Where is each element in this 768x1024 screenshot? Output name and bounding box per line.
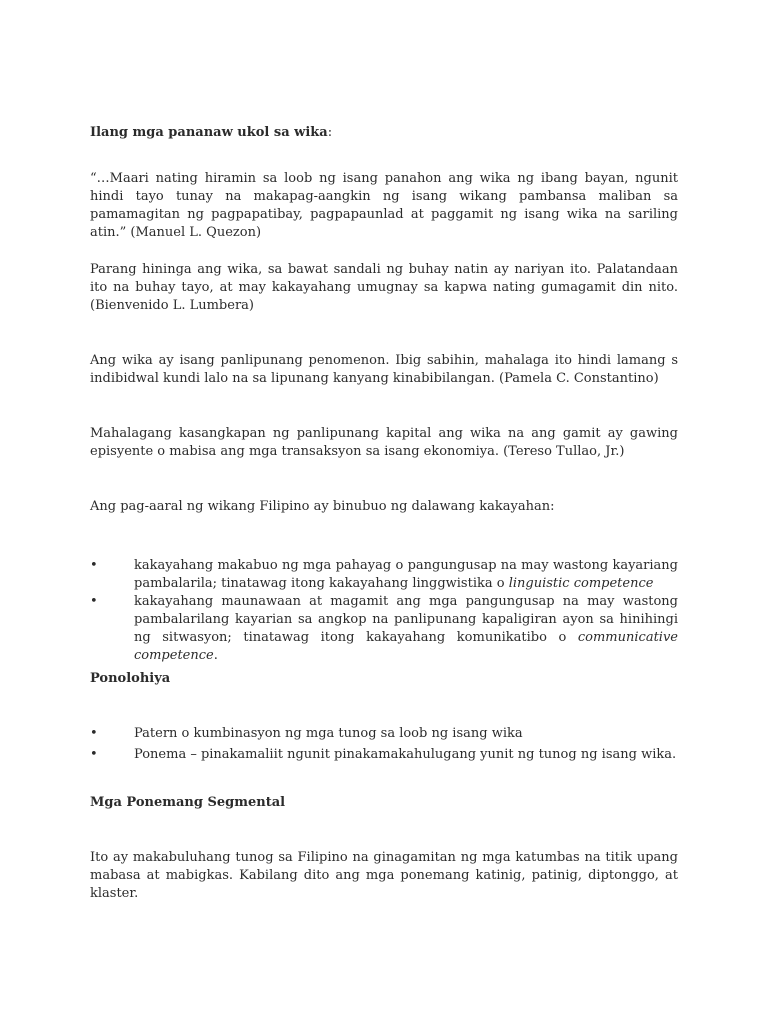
section-heading-pananaw [90,124,678,142]
kakayahan-list [90,557,678,665]
bullet-icon: • [90,558,98,573]
list-item [90,746,678,764]
bullet-icon: • [90,594,98,609]
bullet-icon: • [90,726,98,741]
section-heading-ponolohiya: Ponolohiya [90,671,171,686]
heading-pananaw-colon: : [327,125,333,140]
list-item-tail: . [213,648,218,663]
quote-tullao: Mahalagang kasangkapan ng panlipunang kapital ang wika na ang gamit ay gawing episyente o mabisa ang mga transaksyon sa isang ekonomiya. (Tereso Tullao, Jr.) [90,426,678,459]
list-item-text: kakayahang maunawaan at magamit ang mga pangungusap na may wastong pambalarilang kayarian sa angkop na panlipunang kapaligiran ayon sa hinihingi ng sitwasyon; tinatawag itong kakayahang komunikatibo o [134,594,678,645]
list-item-italic: communicative competence [134,630,678,663]
heading-pananaw-text: Ilang mga pananaw ukol sa wika [90,125,328,140]
quote-constantino: Ang wika ay isang panlipunang penomenon. Ibig sabihin, mahalaga ito hindi lamang s indibidwal kundi lalo na sa lipunang kanyang kinabibilangan. (Pamela C. Constantino) [90,353,678,386]
list-item [90,725,678,743]
section-heading-segmental: Mga Ponemang Segmental [90,795,286,810]
quote-lumbera: Parang hininga ang wika, sa bawat sandali ng buhay natin ay nariyan ito. Palatandaan ito na buhay tayo, at may kakayahang umugnay sa kapwa nating gumagamit din nito. (Bienvenido L. Lumbera) [90,262,678,313]
bullet-icon: • [90,747,98,762]
list-item-text: Ponema – pinakamaliit ngunit pinakamakahulugang yunit ng tunog ng isang wika. [134,747,677,762]
list-item [90,557,678,593]
ponolohiya-list [90,725,678,764]
paragraph-pag-aaral: Ang pag-aaral ng wikang Filipino ay binubuo ng dalawang kakayahan: [90,499,555,514]
list-item-text: Patern o kumbinasyon ng mga tunog sa loob ng isang wika [134,726,523,741]
list-item-text: kakayahang makabuo ng mga pahayag o pangungusap na may wastong kayariang pambalarila; tinatawag itong kakayahang linggwistika o [134,558,678,591]
list-item-italic: linguistic competence [508,576,654,591]
list-item [90,593,678,665]
quote-quezon: “…Maari nating hiramin sa loob ng isang panahon ang wika ng ibang bayan, ngunit hindi tayo tunay na makapag-aangkin ng isang wikang pambansa maliban sa pamamagitan ng pagpapatibay, pagpapaunlad at paggamit ng isang wika na sariling atin.” (Manuel L. Quezon) [90,171,678,240]
paragraph-segmental: Ito ay makabuluhang tunog sa Filipino na ginagamitan ng mga katumbas na titik upang mabasa at mabigkas. Kabilang dito ang mga ponemang katinig, patinig, diptonggo, at klaster. [90,850,678,901]
